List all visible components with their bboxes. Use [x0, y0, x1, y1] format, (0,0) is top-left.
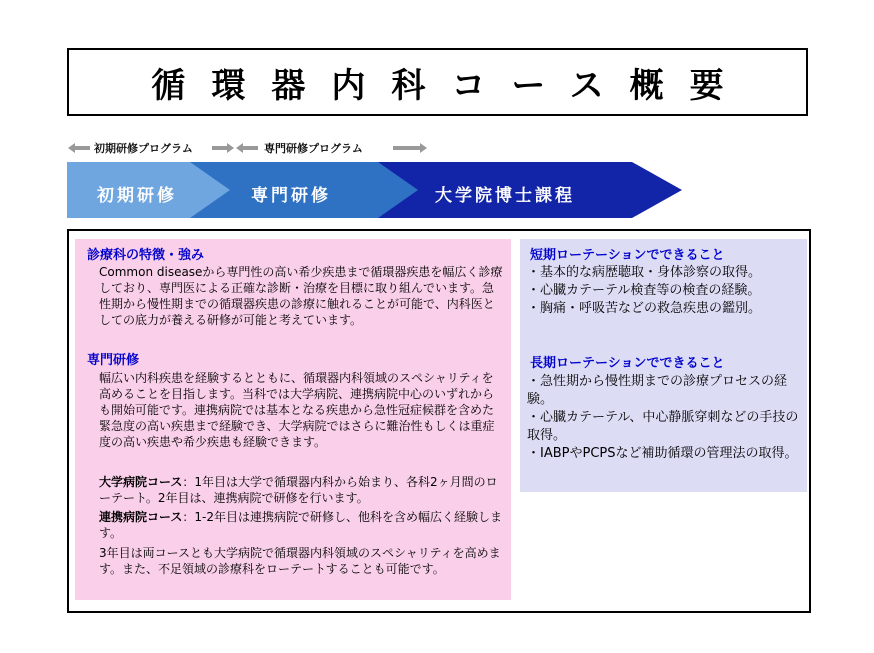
univ-course-text: ：1年目は大学で循環器内科から始まり、各科2ヶ月間のローテート。2年目は、連携病院で研修を行います。 — [99, 475, 498, 505]
specialist-title: 専門研修 — [87, 353, 140, 368]
right-panel — [520, 239, 807, 492]
page-title: 循環器内科コース概要 — [151, 65, 750, 106]
features-text: Common diseaseから専門性の高い希少疾患まで循環器疾患を幅広く診療しており、専門医による正確な診断・治療を目標に取り組んでいます。急性期から慢性期までの循環器疾患の診療に触れることが可能で、内科医としての底力が養える研修が可能と考えています。 — [99, 265, 503, 327]
left-panel — [75, 239, 511, 600]
list-item: ・ 基本的な病歴聴取・身体診察の取得。 — [527, 264, 802, 282]
stage-label-doctoral: 大学院博士課程 — [435, 186, 575, 206]
partner-course-label: 連携病院コース — [99, 510, 183, 524]
partner-course — [99, 509, 503, 541]
list-item: ・ 急性期から慢性期までの診療プロセスの経験。 — [527, 373, 802, 409]
long-rotation-title: 長期ローテーションでできること — [530, 356, 725, 371]
content-box — [67, 229, 811, 613]
stage-label-initial: 初期研修 — [97, 186, 177, 206]
list-item: ・ IABPやPCPSなど補助循環の管理法の取得。 — [527, 445, 802, 463]
list-item: ・ 胸痛・呼吸苦などの救急疾患の鑑別。 — [527, 300, 802, 318]
partner-course-text: ：1-2年目は連携病院で研修し、他科を含め幅広く経験します。 — [99, 510, 503, 540]
specialist-text: 幅広い内科疾患を経験するとともに、循環器内科領域のスペシャリティを高めることを目指します。当科では大学病院、連携病院中心のいずれからも開始可能です。連携病院では基本となる疾患から急性冠症候群を含めた緊急度の高い疾患まで経験でき、大学病院ではさらに難治性もしくは重症度の高い疾患や希少疾患も経験できます。 — [99, 371, 495, 449]
short-rotation-title: 短期ローテーションでできること — [530, 248, 725, 263]
initial-program-label: 初期研修プログラム — [94, 142, 193, 155]
univ-course-label: 大学病院コース — [99, 475, 183, 489]
list-item: ・ 心臓カテーテル検査等の検査の経験。 — [527, 282, 802, 300]
features-title: 診療科の特徴・強み — [87, 248, 205, 263]
short-rotation-list — [527, 264, 802, 318]
specialist-program-label: 専門研修プログラム — [264, 142, 363, 155]
long-rotation-list — [527, 373, 802, 463]
univ-course — [99, 474, 503, 506]
stage-label-specialist: 専門研修 — [251, 186, 331, 206]
list-item: ・ 心臓カテーテル、中心静脈穿刺などの手技の取得。 — [527, 409, 802, 445]
year3-text: 3年目は両コースとも大学病院で循環器内科領域のスペシャリティを高めます。また、不足領域の診療科をローテートすることも可能です。 — [99, 546, 501, 576]
